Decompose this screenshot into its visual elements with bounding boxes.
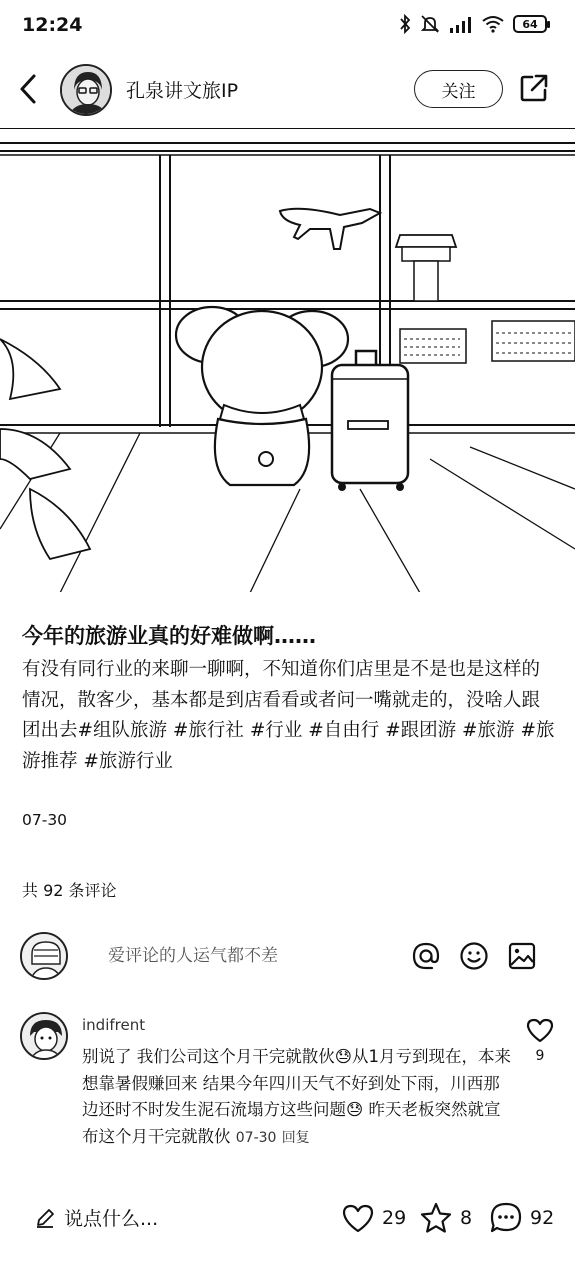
mute-icon	[420, 14, 440, 34]
status-icons	[399, 14, 547, 34]
post-image[interactable]	[0, 128, 575, 592]
hashtag[interactable]: #组队旅游	[77, 720, 168, 741]
post-date: 07-30	[22, 811, 68, 829]
follow-button[interactable]: 关注	[414, 70, 503, 108]
say-something-label: 说点什么...	[64, 1208, 159, 1230]
post-title: 今年的旅游业真的好难做啊……	[22, 624, 316, 648]
author-avatar[interactable]	[60, 64, 112, 116]
comment-input[interactable]	[84, 936, 394, 976]
hashtag[interactable]: #跟团游	[385, 720, 457, 741]
signal-icon	[449, 15, 473, 33]
wifi-icon	[482, 15, 504, 33]
my-avatar	[20, 932, 68, 980]
comment-input-row	[0, 930, 575, 982]
status-time: 12:24	[22, 14, 83, 36]
battery-indicator: 64	[513, 15, 547, 33]
pencil-icon	[34, 1207, 56, 1229]
comment-text-part: 别说了 我们公司这个月干完就散伙	[82, 1047, 335, 1066]
commenter-name[interactable]: indifrent	[82, 1016, 146, 1034]
emoji-icon[interactable]	[458, 940, 490, 972]
commenter-avatar[interactable]	[20, 1012, 68, 1060]
comments-count: 92	[530, 1207, 555, 1229]
like-count: 29	[382, 1207, 407, 1229]
bottom-action-bar	[0, 1190, 575, 1250]
star-icon	[418, 1200, 454, 1236]
comments-button[interactable]	[488, 1200, 554, 1236]
comment-text	[82, 1044, 512, 1151]
hashtag[interactable]: #旅游行业	[83, 750, 173, 772]
comment-item	[0, 1010, 575, 1180]
back-button[interactable]	[14, 72, 46, 106]
favorite-button[interactable]	[418, 1200, 472, 1236]
comment-like-count: 9	[535, 1048, 545, 1064]
say-something-button[interactable]	[34, 1204, 158, 1231]
comment-date: 07-30	[235, 1129, 277, 1146]
comment-text-part: 从1月亏到现在，本来想靠暑假赚回来 结果今年四川天气不好到处下雨，川西那边还时不时发生泥石流塌方这些问题	[82, 1047, 511, 1119]
like-button[interactable]	[340, 1200, 406, 1236]
status-bar	[0, 0, 575, 52]
top-bar	[0, 56, 575, 122]
comment-like-icon[interactable]	[524, 1014, 556, 1046]
mention-icon[interactable]	[410, 940, 442, 972]
image-icon[interactable]	[506, 940, 538, 972]
hashtag[interactable]: #旅行社	[172, 720, 244, 741]
comment-count: 共 92 条评论	[22, 881, 117, 900]
hashtag[interactable]: #旅游	[462, 720, 515, 741]
hashtag[interactable]: #自由行	[308, 720, 380, 741]
heart-icon	[340, 1200, 376, 1236]
hashtag[interactable]: #行业	[249, 720, 303, 741]
airport-koala-illustration	[0, 129, 575, 592]
hashtag[interactable]: #旅游推荐	[22, 720, 555, 772]
favorite-count: 8	[460, 1207, 473, 1229]
share-icon[interactable]	[518, 72, 550, 104]
comment-text-part: 昨天老板突然就宣布这个月干完就散伙	[82, 1100, 501, 1146]
sweat-emoji-icon: 😓	[346, 1100, 364, 1119]
post-body	[22, 655, 557, 777]
sweat-emoji-icon: 😓	[334, 1047, 352, 1066]
post-body-text: 有没有同行业的来聊一聊啊，不知道你们店里是不是也是这样的情况，散客少，基本都是到店看看或者问一嘴就走的，没啥人跟团出去	[22, 659, 541, 741]
author-name[interactable]: 孔泉讲文旅IP	[126, 80, 239, 102]
bluetooth-icon	[399, 14, 411, 34]
reply-button[interactable]: 回复	[281, 1129, 310, 1146]
comment-bubble-icon	[488, 1200, 524, 1236]
